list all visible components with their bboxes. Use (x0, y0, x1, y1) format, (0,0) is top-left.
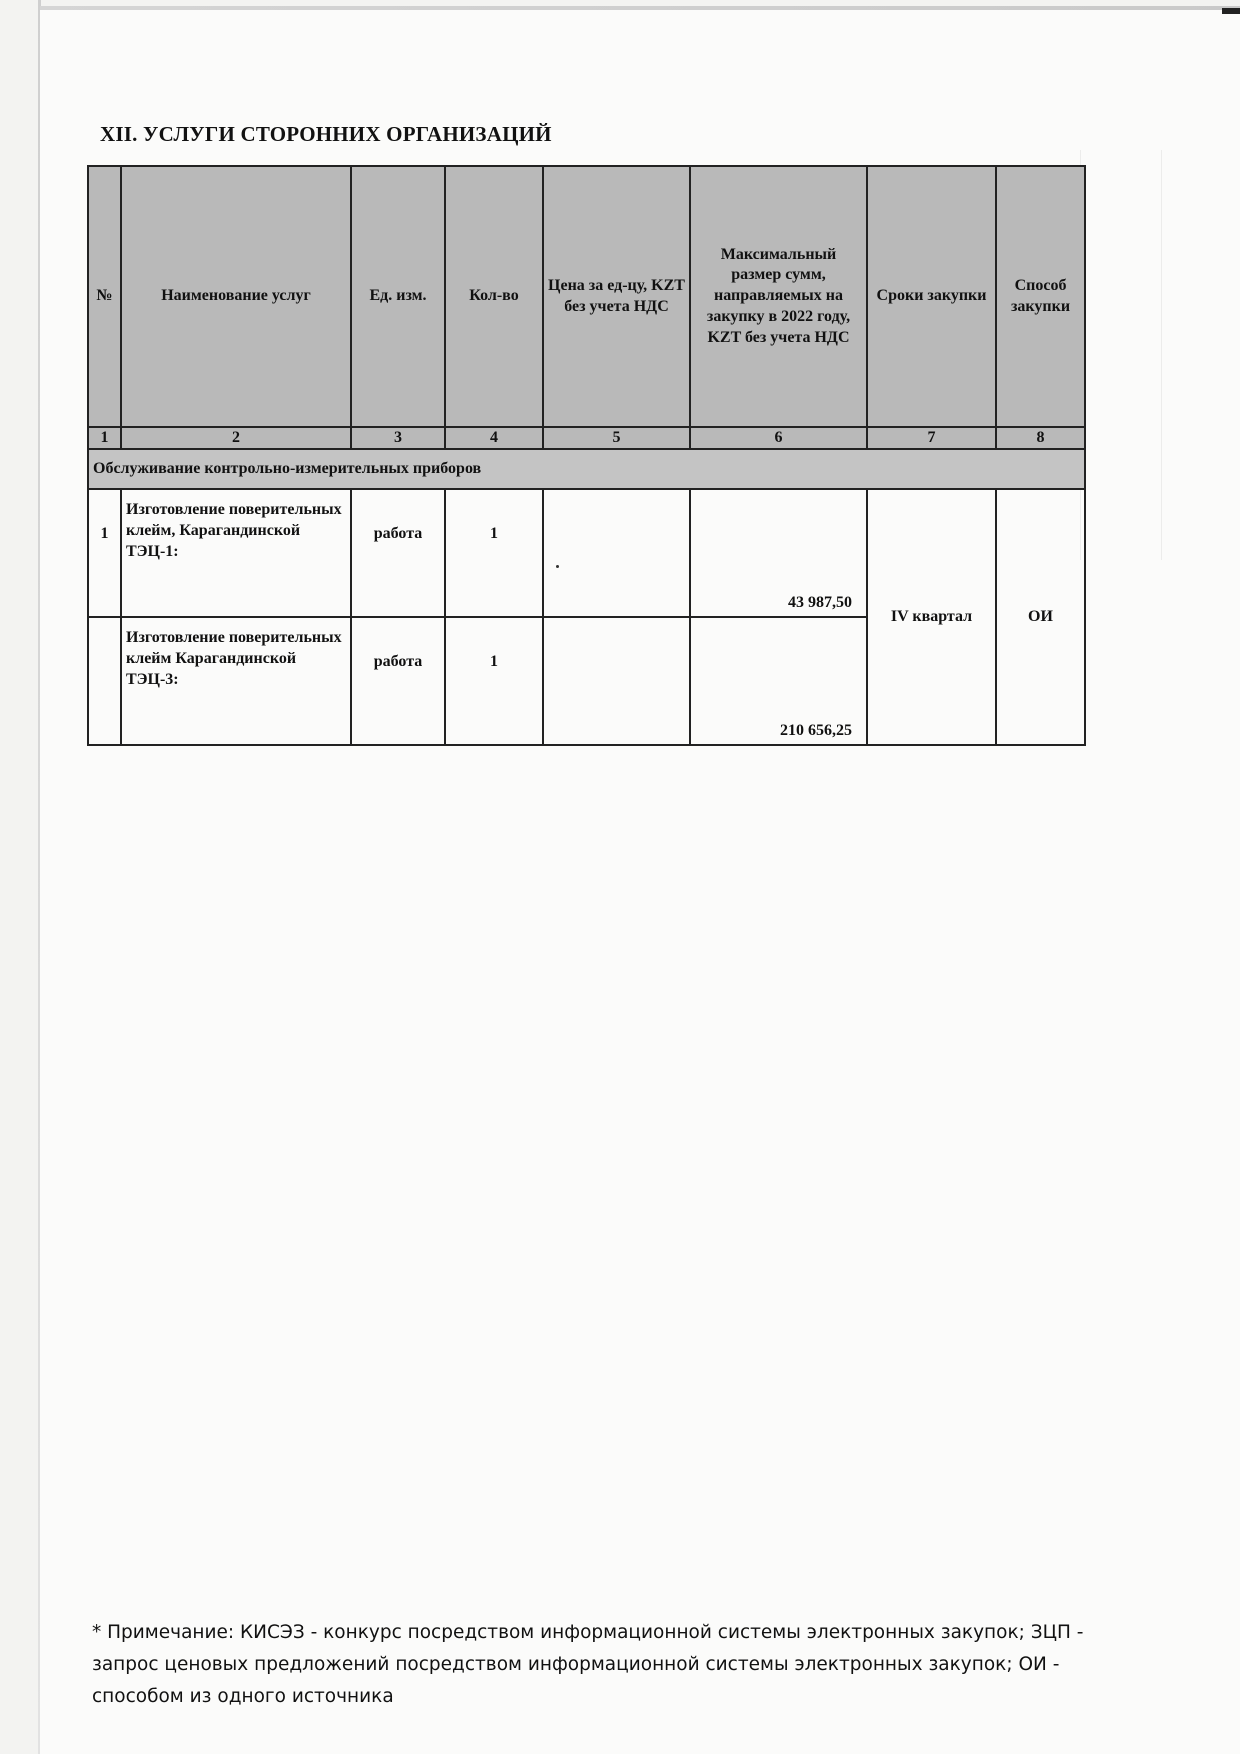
table-row (88, 489, 1085, 617)
column-number: 3 (351, 427, 445, 449)
header-unit: Ед. изм. (351, 166, 445, 427)
services-table (87, 165, 1086, 746)
header-number: № (88, 166, 121, 427)
column-number: 5 (543, 427, 690, 449)
row-quantity: 1 (445, 617, 543, 745)
procurement-term: IV квартал (867, 489, 996, 745)
row-amount: 210 656,25 (690, 617, 867, 745)
row-number: 1 (88, 489, 121, 617)
header-procurement-term: Сроки закупки (867, 166, 996, 427)
row-unit-price (543, 489, 690, 617)
section-title: XII. УСЛУГИ СТОРОННИХ ОРГАНИЗАЦИЙ (100, 122, 552, 146)
row-quantity: 1 (445, 489, 543, 617)
header-row (88, 166, 1085, 427)
header-procurement-method: Способ закупки (996, 166, 1085, 427)
row-service-name: Изготовление поверительных клейм, Карагандинской ТЭЦ-1: (121, 489, 351, 617)
column-number-row (88, 427, 1085, 449)
header-max-amount: Максимальный размер сумм, направляемых на закупку в 2022 году, KZT без учета НДС (690, 166, 867, 427)
group-row (88, 449, 1085, 489)
footnote: * Примечание: КИСЭЗ - конкурс посредством информационной системы электронных закупок; ЗЦП - запрос ценовых предложений посредством информационной системы электронных закупок; ОИ - способом из одного источника (92, 1622, 1084, 1707)
procurement-method: ОИ (996, 489, 1085, 745)
row-number (88, 617, 121, 745)
row-service-name: Изготовление поверительных клейм Карагандинской ТЭЦ-3: (121, 617, 351, 745)
group-label: Обслуживание контрольно-измерительных приборов (88, 449, 1085, 489)
header-unit-price: Цена за ед-цу, KZT без учета НДС (543, 166, 690, 427)
page-edge-top (40, 6, 1240, 10)
column-number: 1 (88, 427, 121, 449)
row-unit: работа (351, 489, 445, 617)
scan-dot (556, 565, 559, 568)
column-number: 7 (867, 427, 996, 449)
column-number: 4 (445, 427, 543, 449)
scan-corner-mark (1222, 8, 1240, 14)
column-number: 8 (996, 427, 1085, 449)
row-unit: работа (351, 617, 445, 745)
header-quantity: Кол-во (445, 166, 543, 427)
column-number: 6 (690, 427, 867, 449)
row-amount: 43 987,50 (690, 489, 867, 617)
header-service-name: Наименование услуг (121, 166, 351, 427)
column-number: 2 (121, 427, 351, 449)
row-unit-price (543, 617, 690, 745)
bleed-through-artifact (1080, 150, 1162, 560)
